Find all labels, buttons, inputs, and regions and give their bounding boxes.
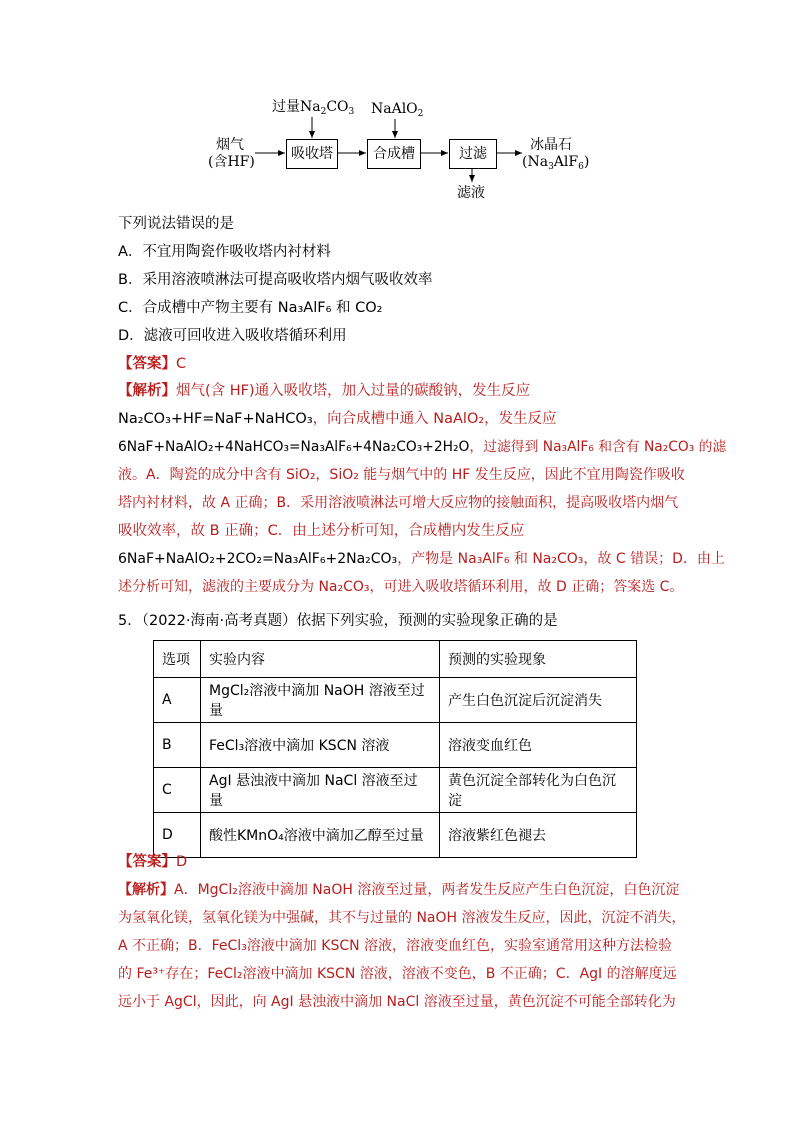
table-cell-option: D xyxy=(154,813,201,858)
table-cell-result: 溶液变血红色 xyxy=(440,723,637,768)
table-cell-option: C xyxy=(154,768,201,813)
analysis-2-line-1: 【解析】A．MgCl₂溶液中滴加 NaOH 溶液至过量，两者发生反应产生白色沉淀，白色沉淀 xyxy=(118,882,680,898)
option-b: B．采用溶液喷淋法可提高吸收塔内烟气吸收效率 xyxy=(118,272,433,288)
table-row xyxy=(154,678,637,723)
table-header-cell: 选项 xyxy=(154,641,201,678)
cryolite-label: 冰晶石 xyxy=(530,137,572,153)
experiment-table xyxy=(153,640,637,858)
analysis-1-line-7: 6NaF+NaAlO₂+2CO₂=Na₃AlF₆+2Na₂CO₃，产物是 Na₃AlF₆ 和 Na₂CO₃，故 C 错误；D．由上 xyxy=(118,551,725,567)
table-cell-content: AgI 悬浊液中滴加 NaCl 溶液至过量 xyxy=(201,768,440,813)
table-header-row xyxy=(154,641,637,678)
table-header-cell: 实验内容 xyxy=(201,641,440,678)
naalo2-label: NaAlO$_2$ xyxy=(371,101,424,119)
table-cell-result: 产生白色沉淀后沉淀消失 xyxy=(440,678,637,723)
na2co3-label: 过量$Na_2CO_3$ xyxy=(272,99,355,117)
analysis-1-line-4: 液。A．陶瓷的成分中含有 SiO₂，SiO₂ 能与烟气中的 HF 发生反应，因此不宜用陶瓷作吸收 xyxy=(118,467,685,483)
table-row xyxy=(154,768,637,813)
table-row xyxy=(154,813,637,858)
analysis-2-line-2: 为氢氧化镁，氢氧化镁为中强碱，其不与过量的 NaOH 溶液发生反应，因此，沉淀不消失， xyxy=(118,910,686,926)
analysis-1-line-6: 吸收效率，故 B 正确；C．由上述分析可知，合成槽内发生反应 xyxy=(118,523,525,539)
analysis-1-line-2: Na₂CO₃+HF=NaF+NaHCO₃，向合成槽中通入 NaAlO₂，发生反应 xyxy=(118,411,557,427)
answer-1: 【答案】C xyxy=(118,356,187,372)
table-cell-option: B xyxy=(154,723,201,768)
option-d: D．滤液可回收进入吸收塔循环利用 xyxy=(118,328,347,344)
table-cell-content: FeCl₃溶液中滴加 KSCN 溶液 xyxy=(201,723,440,768)
table-cell-content: 酸性KMnO₄溶液中滴加乙醇至过量 xyxy=(201,813,440,858)
cryolite-formula-label: $(Na_3AlF_6)$ xyxy=(522,154,590,172)
table-cell-result: 溶液紫红色褪去 xyxy=(440,813,637,858)
synthesis-tank-box: 合成槽 xyxy=(367,139,421,169)
table-cell-content: MgCl₂溶液中滴加 NaOH 溶液至过量 xyxy=(201,678,440,723)
table-cell-option: A xyxy=(154,678,201,723)
question-stem: 下列说法错误的是 xyxy=(118,216,234,232)
flue-gas-label: 烟气 xyxy=(216,137,244,153)
question-5-stem: 5．（2022·海南·高考真题）依据下列实验，预测的实验现象正确的是 xyxy=(118,613,558,629)
option-c: C．合成槽中产物主要有 Na₃AlF₆ 和 CO₂ xyxy=(118,300,383,316)
analysis-1-line-3: 6NaF+NaAlO₂+4NaHCO₃=Na₃AlF₆+4Na₂CO₃+2H₂O，过滤得到 Na₃AlF₆ 和含有 Na₂CO₃ 的滤 xyxy=(118,439,727,455)
process-flow-diagram xyxy=(0,0,794,215)
filtrate-label: 滤液 xyxy=(457,185,485,201)
analysis-1-line-8: 述分析可知，滤液的主要成分为 Na₂CO₃，可进入吸收塔循环利用，故 D 正确；答案选 C。 xyxy=(118,579,684,595)
flue-gas-hf-label: (含HF) xyxy=(208,154,255,170)
table-header-cell: 预测的实验现象 xyxy=(440,641,637,678)
option-a: A．不宜用陶瓷作吸收塔内衬材料 xyxy=(118,244,331,260)
analysis-1-line-1: 【解析】烟气(含 HF)通入吸收塔，加入过量的碳酸钠，发生反应 xyxy=(118,383,531,399)
table-cell-result: 黄色沉淀全部转化为白色沉淀 xyxy=(440,768,637,813)
analysis-1-line-5: 塔内衬材料，故 A 正确；B．采用溶液喷淋法可增大反应物的接触面积，提高吸收塔内烟气 xyxy=(118,495,679,511)
table-row xyxy=(154,723,637,768)
answer-2: 【答案】D xyxy=(118,854,188,870)
analysis-2-line-5: 远小于 AgCl，因此，向 AgI 悬浊液中滴加 NaCl 溶液至过量，黄色沉淀不可能全部转化为 xyxy=(118,994,676,1010)
absorber-box: 吸收塔 xyxy=(286,139,338,169)
analysis-2-line-4: 的 Fe³⁺存在；FeCl₂溶液中滴加 KSCN 溶液，溶液不变色，B 不正确；C．AgI 的溶解度远 xyxy=(118,966,677,982)
filter-box: 过滤 xyxy=(449,139,497,169)
analysis-2-line-3: A 不正确；B．FeCl₃溶液中滴加 KSCN 溶液，溶液变血红色，实验室通常用这种方法检验 xyxy=(118,938,673,954)
